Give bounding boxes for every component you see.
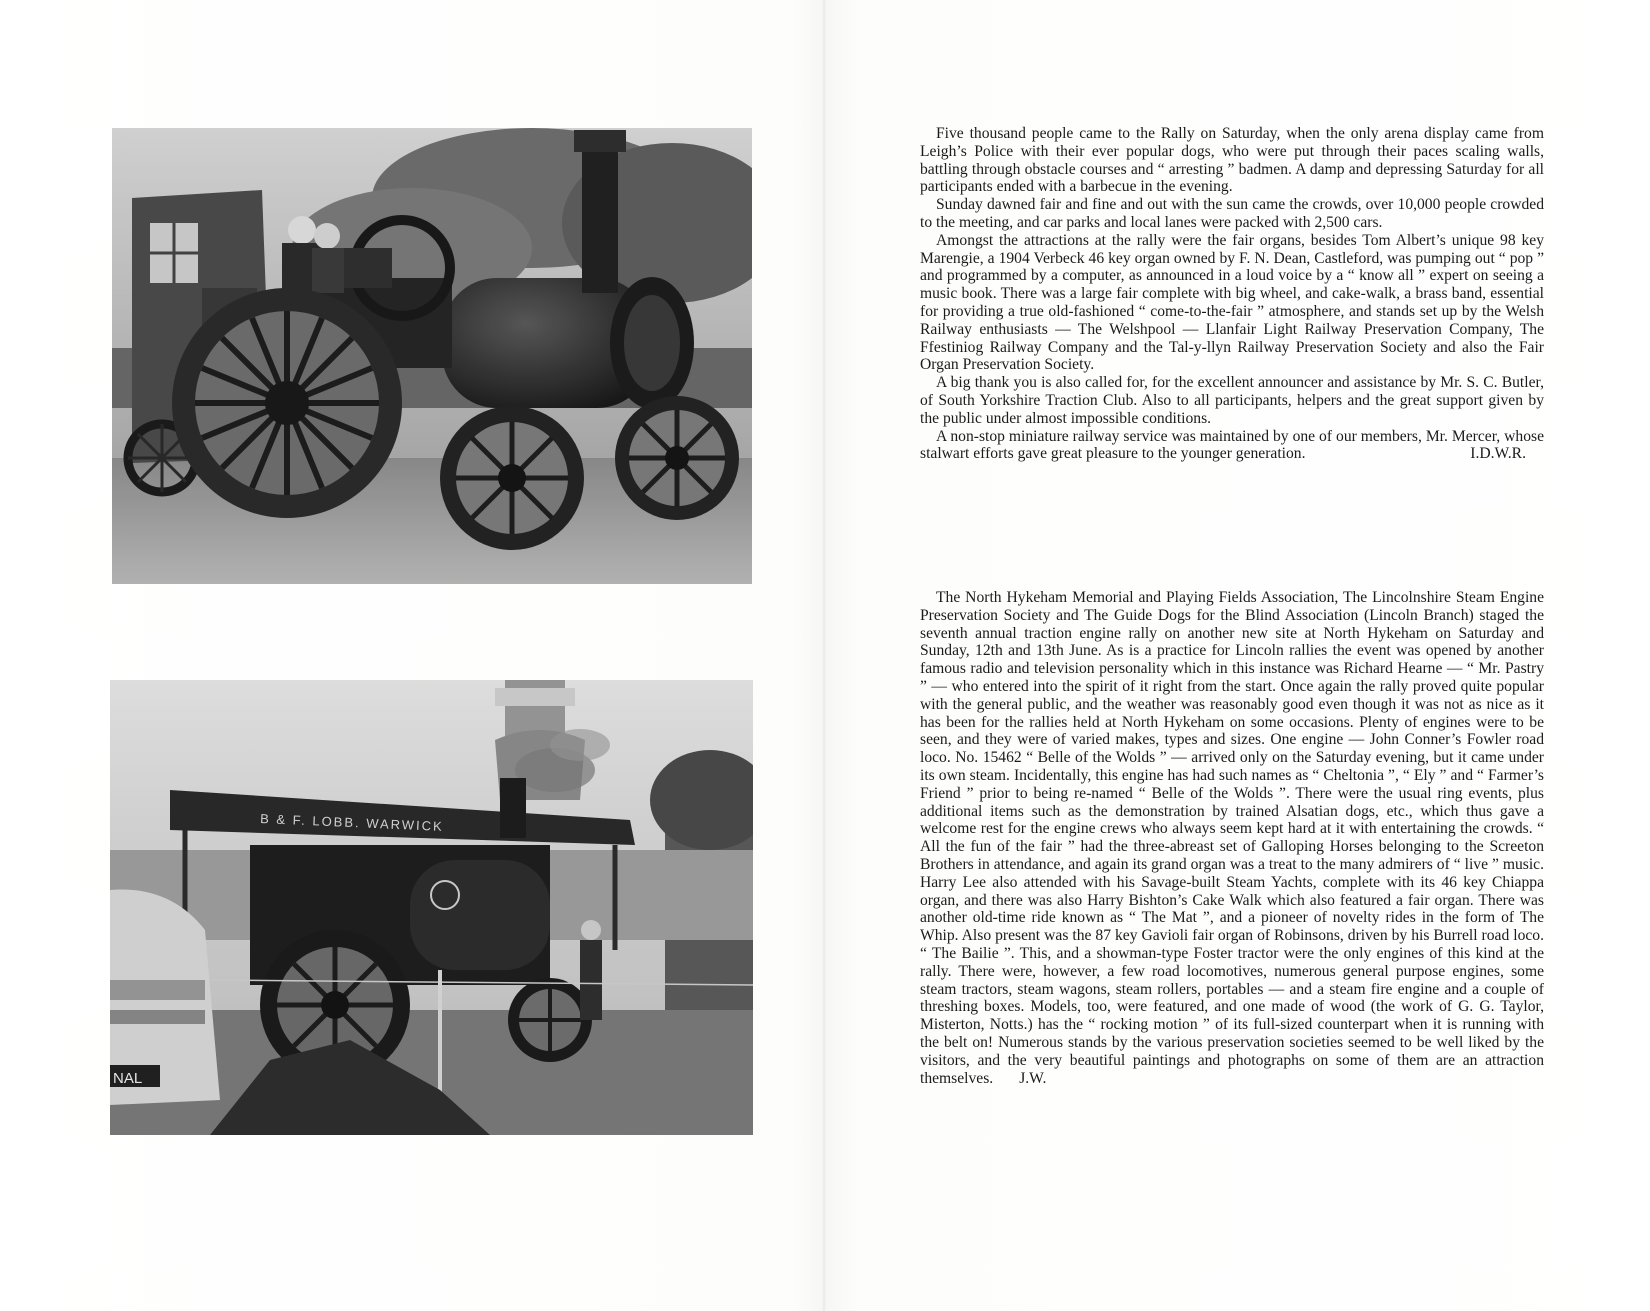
article-1-paragraph-3: Amongst the attractions at the rally were the fair organs, besides Tom Albert’s unique 98 key Marengie, a 1904 Verbeck 46 key organ owned by F. N. Dean, Castleford, was pumping out “ pop ” and programmed by a computer, as announced in a loud voice by a “ know all ” expert on seeing a music book. There was a large fair complete with big wheel, and cake-walk, a brass band, essential for providing a true old-fashioned “ come-to-the-fair ” atmosphere, and stands set up by the Welsh Railway enthusiasts — The Welshpool — Llanfair Light Railway Preservation Company, The Ffestiniog Railway Company and the Tal-y-llyn Railway Preservation Society and also the Fair Organ Preservation Society.: [920, 231, 1544, 374]
photo-showman-engine-image: [110, 680, 753, 1135]
photo-traction-engine-image: [112, 128, 752, 584]
article-2-paragraph: [920, 589, 1544, 1087]
photo-showman-engine: [110, 680, 753, 1135]
van-number-plate: NAL: [113, 1070, 143, 1087]
article-1-signature: I.D.W.R.: [1470, 445, 1526, 463]
article-rally-report: [920, 125, 1544, 463]
article-1-paragraph-1: Five thousand people came to the Rally on Saturday, when the only arena display came from Leigh’s Police with their ever popular dogs, who were put through their paces scaling walls, battling through obstacle courses and “ arresting ” badmen. A damp and depressing Saturday for all participants ended with a barbecue in the evening.: [920, 125, 1544, 196]
article-2-paragraph-text: The North Hykeham Memorial and Playing Fields Association, The Lincolnshire Steam Engine Preservation Society and The Guide Dogs for the Blind Association (Lincoln Branch) staged the seventh annual traction engine rally on another new site at North Hykeham on Saturday and Sunday, 12th and 13th June. As is a practice for Lincoln rallies the event was opened by another famous radio and television personality which in this instance was Richard Hearne — “ Mr. Pastry ” — who entered into the spirit of it right from the start. Once again the rally proved quite popular with the general public, and the weather was reasonably good even though it was not as nice as it has been for the rallies held at North Hykeham on some occasions. Plenty of engines were to be seen, and they were of varied makes, types and sizes. One engine — John Conner’s Fowler road loco. No. 15462 “ Belle of the Wolds ” — arrived only on the Saturday evening, but it came under its own steam. Incidentally, this engine has had such names as “ Cheltonia ”, “ Ely ” and “ Farmer’s Friend ” prior to being re-named “ Belle of the Wolds ”. There were the usual ring events, plus additional items such as the demonstration by trained Alsatian dogs, etc., which thus gave a welcome rest for the engine crews who always seem kept hard at it with entertaining the crowds. “ All the fun of the fair ” had the three-abreast set of Galloping Horses belonging to the Screeton Brothers in attendance, and again its grand organ was a treat to the many admirers of “ live ” music. Harry Lee also attended with his Savage-built Steam Yachts, complete with its 46 key Chiappa organ, and there was also Harry Bishton’s Cake Walk which also featured a fair organ. There was another old-time ride known as “ The Mat ”, and a pioneer of novelty rides in the form of The Whip. Also present was the 87 key Gavioli fair organ of Robinsons, driven by his Burrell road loco. “ The Bailie ”. This, and a showman-type Foster tractor were the only engines of this kind at the rally. There were, however, a few road locomotives, numerous general purpose engines, some steam tractors, steam wagons, steam rollers, portables — and a steam fire engine and a couple of threshing boxes. Models, too, were featured, and one made of wood (the work of G. G. Taylor, Misterton, Notts.) has the “ rocking motion ” of its full-sized counterpart when it is running with the belt on! Numerous stands by the various preservation societies seemed to be well liked by the visitors, and the very beautiful paintings and photographs on some of them are an attraction themselves.: [920, 589, 1544, 1087]
article-1-paragraph-2: Sunday dawned fair and fine and out with the sun came the crowds, over 10,000 people crowded to the meeting, and car parks and local lanes were packed with 2,500 cars.: [920, 196, 1544, 231]
page-gutter: [822, 0, 826, 1311]
article-1-paragraph-4: A big thank you is also called for, for the excellent announcer and assistance by Mr. S. C. Butler, of South Yorkshire Traction Club. Also to all participants, helpers and the great support given by the public under almost impossible conditions.: [920, 374, 1544, 427]
engine-canopy-lettering: B & F. LOBB. WARWICK: [259, 811, 445, 835]
article-1-paragraph-5-text: A non-stop miniature railway service was maintained by one of our members, Mr. Mercer, whose stalwart efforts gave great pleasure to the younger generation.: [920, 427, 1544, 463]
article-north-hykeham-rally: [920, 589, 1544, 1087]
photo-traction-engine: [112, 128, 752, 584]
article-1-paragraph-5: [920, 428, 1544, 464]
article-2-signature: J.W.: [1019, 1069, 1047, 1087]
